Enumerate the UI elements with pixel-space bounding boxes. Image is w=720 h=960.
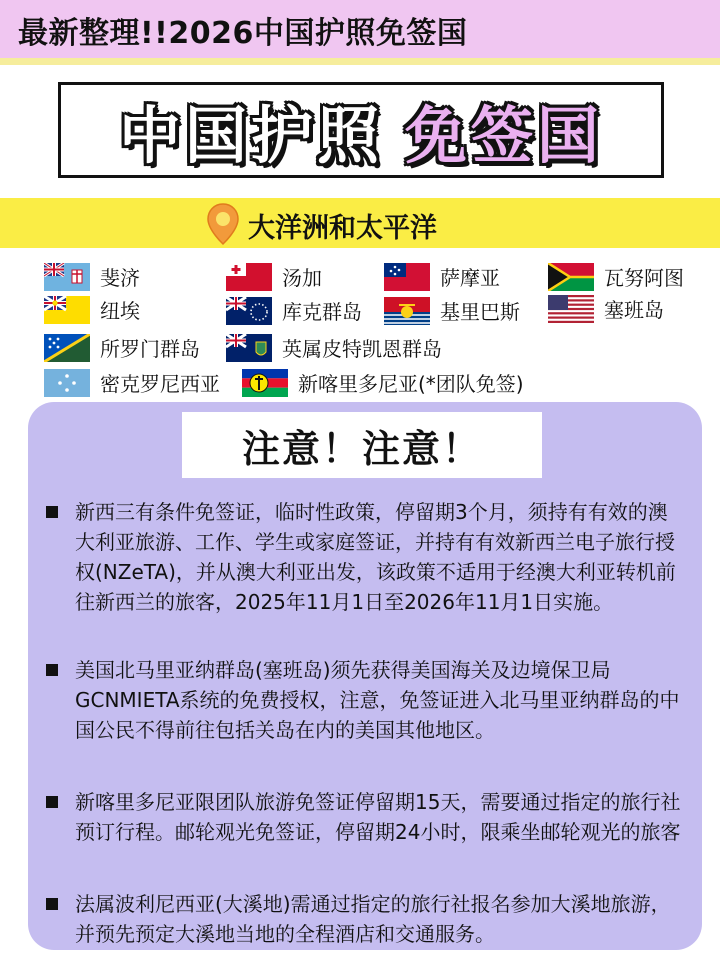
country-new-caledonia [242,368,524,397]
notice-item [46,787,686,847]
notice-title: 注意！注意！ [241,426,482,471]
banner-title [61,85,661,175]
country-pitcairn [226,333,442,362]
new-caledonia-flag-icon [242,369,288,397]
banner-title-part1: 中国护照 [118,98,383,172]
country-name: 瓦努阿图 [604,266,684,290]
notice-item [46,497,686,617]
country-micronesia [44,368,220,397]
country-name: 塞班岛 [604,298,664,322]
notice-title-box [182,412,542,478]
title-banner [58,82,664,178]
bullet-square-icon [46,506,58,518]
vanuatu-flag-icon [548,263,594,291]
country-name: 密克罗尼西亚 [100,372,220,396]
country-name: 萨摩亚 [440,266,500,290]
notice-item-text: 新西三有条件免签证，临时性政策，停留期3个月，须持有有效的澳大利亚旅游、工作、学生或家庭签证，并持有有效新西兰电子旅行授权(NZeTA)，并从澳大利亚出发，该政策不适用于经澳大利亚转机前往新西兰的旅客，2025年11月1日至2026年11月1日实施。 [75,500,676,614]
notice-item [46,889,686,949]
fiji-flag-icon [44,263,90,291]
page-title: 最新整理!!2026中国护照免签国 [18,16,468,51]
banner-title-part2: 免签国 [405,98,604,172]
country-cook-islands [226,296,362,325]
country-solomon-islands [44,333,200,362]
header-bar [0,0,720,58]
solomon-islands-flag-icon [44,334,90,362]
cook-islands-flag-icon [226,297,272,325]
notice-item-text: 新喀里多尼亚限团队旅游免签证停留期15天，需要通过指定的旅行社预订行程。邮轮观光免签证，停留期24小时，限乘坐邮轮观光的旅客 [75,790,681,844]
notice-item-text: 美国北马里亚纳群岛(塞班岛)须先获得美国海关及边境保卫局GCNMIETA系统的免费授权，注意，免签证进入北马里亚纳群岛的中国公民不得前往包括关岛在内的美国其他地区。 [75,658,680,742]
country-niue [44,295,140,324]
bullet-square-icon [46,664,58,676]
country-samoa [384,262,500,291]
country-saipan [548,294,664,323]
bullet-square-icon [46,796,58,808]
country-name: 基里巴斯 [440,300,520,324]
country-vanuatu [548,262,684,291]
country-name: 英属皮特凯恩群岛 [282,337,442,361]
country-name: 汤加 [282,266,322,290]
region-label: 大洋洲和太平洋 [248,213,437,244]
country-fiji [44,262,140,291]
location-pin-icon [205,202,241,246]
country-name: 新喀里多尼亚(*团队免签) [298,372,524,396]
country-name: 所罗门群岛 [100,337,200,361]
niue-flag-icon [44,296,90,324]
header-underline [0,58,720,65]
country-name: 库克群岛 [282,300,362,324]
micronesia-flag-icon [44,369,90,397]
samoa-flag-icon [384,263,430,291]
country-name: 纽埃 [100,299,140,323]
notice-item [46,655,686,745]
usa-flag-icon [548,295,594,323]
tonga-flag-icon [226,263,272,291]
country-tonga [226,262,322,291]
pitcairn-islands-flag-icon [226,334,272,362]
bullet-square-icon [46,898,58,910]
notice-item-text: 法属波利尼西亚(大溪地)需通过指定的旅行社报名参加大溪地旅游，并预先预定大溪地当地的全程酒店和交通服务。 [75,892,671,946]
country-name: 斐济 [100,266,140,290]
country-kiribati [384,296,520,325]
kiribati-flag-icon [384,297,430,325]
